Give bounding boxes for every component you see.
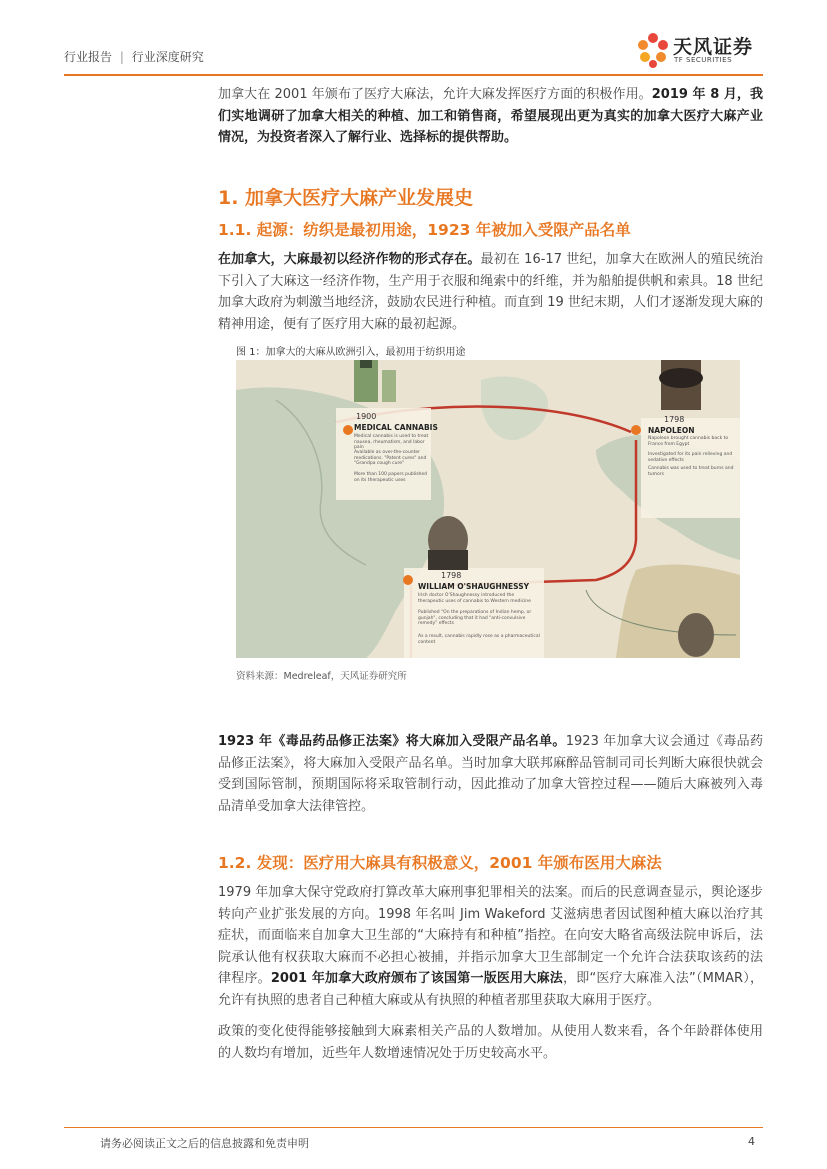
section-1-1-heading [218,218,763,240]
section-1-title: 1. 加拿大医疗大麻产业发展史 [218,187,474,209]
discovery-text: 1979 年加拿大保守党政府打算改革大麻刑事犯罪相关的法案。而后的民意调查显示，舆论逐步转向产业扩张发展的方向。1998 年名叫 Jim Wakeford 艾滋病患者因试图种植大麻以治疗其症状，而面临来自加拿大卫生部的“大麻持有和种植”指控。在向安大略省高级法院申诉后，法院承认他有权获取大麻而不必担心被捕，并指示加拿大卫生部制定一个允许合法获取该药的法律程序。 [218,885,763,986]
tf-securities-logo [633,30,763,72]
header-divider [64,74,763,76]
discovery-tail: ，即“医疗大麻准入法”（MMAR），允许有执照的患者自己种植大麻或从有执照的种植者那里获取大麻用于医疗。 [218,971,763,1008]
intro-paragraph [218,84,763,149]
label-year-1798-napoleon: 1798 [664,415,685,424]
para-1923-text: 1923 年加拿大议会通过《毒品药品修正法案》，将大麻加入受限产品名单。当时加拿大联邦麻醉品管制司司长判断大麻很快就会受到国际管制，预期国际将采取管制行动，因此推动了加拿大管控过程——随后大麻被列入毒品清单受加拿大法律管控。 [218,734,763,814]
label-medical-cannabis: MEDICAL CANNABIS [354,423,438,432]
label-wo-note1: Published "On the preparations of Indian hemp, or gunjah", concluding that it had "anti-convulsive remedy" effects [418,610,532,626]
label-year-1900: 1900 [356,412,377,421]
figure-1-caption: 图 1：加拿大的大麻从欧洲引入，最初用于纺织用途 [236,347,466,358]
para-1923-block [218,731,763,817]
discovery-bold: 2001 年加拿大政府颁布了该国第一版医用大麻法 [270,971,564,986]
label-year-1798-william: 1798 [441,571,462,580]
section-1-1-title: 1.1. 起源：纺织是最初用途，1923 年被加入受限产品名单 [218,221,631,239]
label-nap-desc: Napoleon brought cannabis back to France from Egypt [648,436,729,447]
logo-text-en: TF SECURITIES [674,56,733,64]
policy-change-paragraph: 政策的变化使得能够接触到大麻素相关产品的人数增加。从使用人数来看，各个年龄群体使用的人数均有增加，近些年人数增速情况处于历史较高水平。 [218,1024,763,1061]
figure-1-source: 资料来源：Medreleaf，天风证券研究所 [236,671,407,682]
origin-bold-text: 在加拿大，大麻最初以经济作物的形式存在。 [218,252,481,267]
logo-flower-icon [633,30,673,70]
label-napoleon: NAPOLEON [648,426,695,435]
section-1-2-title: 1.2. 发现：医疗用大麻具有积极意义，2001 年颁布医用大麻法 [218,854,662,872]
label-mc-note2: More than 100 papers published on its therapeutic uses [354,472,428,483]
section-1-1-body [218,249,763,335]
para-1923 [218,731,763,817]
section-1-heading [218,183,763,210]
figure-1-history-map [236,360,740,658]
footer-divider [64,1127,763,1128]
section-1-2-body [218,882,763,1064]
section-1-2-heading [218,851,763,873]
header-category: 行业报告 [64,50,113,64]
intro-bold-text: 2019 年 8 月，我们实地调研了加拿大相关的种植、加工和销售商，希望展现出更为真实的加拿大医疗大麻产业情况，为投资者深入了解行业、选择标的提供帮助。 [218,87,763,145]
label-nap-note2: Cannabis was used to treat burns and tumors [648,466,734,477]
page-number: 4 [748,1135,755,1148]
label-william-oshaughnessy: WILLIAM O'SHAUGHNESSY [418,582,530,591]
intro-paragraph-block [218,84,763,149]
footer-disclaimer[interactable]: 请务必阅读正文之后的信息披露和免责申明 [100,1137,309,1150]
logo-text-cn: 天风证券 [673,36,754,58]
header-breadcrumb [64,48,204,65]
para-1923-bold: 1923 年《毒品药品修正法案》将大麻加入受限产品名单。 [218,734,566,749]
label-wo-desc: Irish doctor O'Shaughnessy introduced the therapeutic uses of cannabis to Western medicine [418,593,531,604]
label-wo-note2: As a result, cannabis rapidly rose as a pharmaceutical content [418,634,540,645]
label-mc-note1: Available as over-the-counter medications. "Patent cures" and "Grandpa cough cure" [354,450,427,466]
origin-paragraph [218,249,763,335]
discovery-paragraph [218,882,763,1011]
label-mc-desc: Medical cannabis is used to treat nausea, rheumatism, and labor pain [354,434,429,450]
label-nap-note1: Investigated for its pain relieving and sedative effects [648,452,733,463]
page-header [64,30,763,76]
intro-plain-text: 加拿大在 2001 年颁布了医疗大麻法，允许大麻发挥医疗方面的积极作用。 [218,87,652,102]
origin-text: 最初在 16-17 世纪，加拿大在欧洲人的殖民统治下引入了大麻这一经济作物，生产用于衣服和绳索中的纤维，并为船舶提供帆和索具。18 世纪加拿大政府为刺激当地经济，鼓励农民进行种植。而直到 19 世纪末期，人们才逐渐发现大麻的精神用途，便有了医疗用大麻的最初起源。 [218,252,763,332]
header-separator: | [119,50,124,64]
header-subcategory: 行业深度研究 [131,50,204,64]
